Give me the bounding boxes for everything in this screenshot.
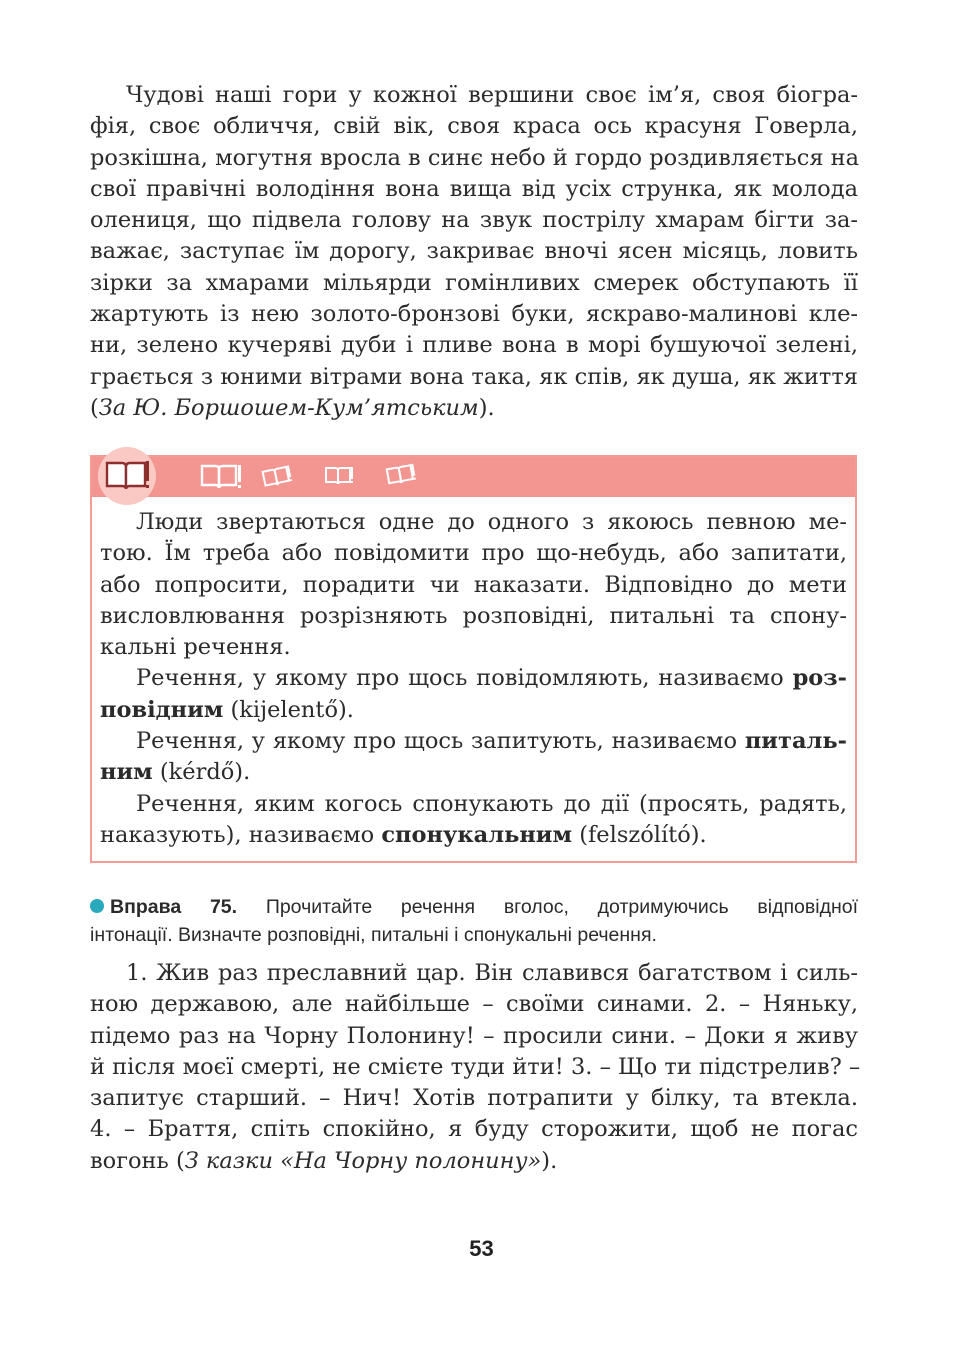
exercise-text-line: 4. – Браття, спіть спокійно, я буду сторожити, щоб не погас	[90, 1116, 858, 1143]
rule-text-span: наказують), називаємо	[100, 821, 382, 848]
exercise-text-line: підемо раз на Чорну Полонину! – просили сини. – Доки я живу	[90, 1022, 858, 1049]
term-declarative: роз-	[792, 665, 847, 692]
book-exclamation-icon	[200, 462, 242, 496]
exercise-text-span: вогонь (	[90, 1147, 185, 1174]
rule-text-span: (felszólító).	[572, 821, 707, 848]
rule-box	[90, 455, 857, 863]
exercise-label: Вправа 75.	[110, 896, 238, 918]
rule-line: Люди звертаються одне до одного з якоюсь певною ме-	[136, 509, 847, 535]
passage-line: олениця, що підвела голову на звук пострілу хмарам бігти за-	[90, 207, 858, 234]
passage-line: зірки за хмарами мільярди гомінливих смерек обступають її	[90, 269, 858, 296]
passage-line: жартують із нею золото-бронзові буки, яскраво-малинові кле-	[90, 301, 858, 328]
bullet-dot-icon	[90, 899, 104, 913]
paren-open: (	[90, 394, 99, 421]
exercise-line	[90, 893, 858, 921]
rule-line	[100, 663, 847, 694]
term-imperative: спонукальним	[381, 821, 573, 848]
page-number: 53	[469, 1236, 494, 1261]
reading-passage	[90, 80, 858, 424]
book-exclamation-icon	[386, 463, 416, 491]
passage-source-line	[90, 393, 858, 424]
rule-header	[92, 457, 855, 497]
exercise-heading	[90, 893, 858, 949]
term-interrogative-end: ним	[100, 759, 153, 786]
rule-text-span: Речення, у якому про щось повідомляють, називаємо	[136, 665, 793, 692]
term-interrogative: питаль-	[744, 728, 847, 755]
rule-text-span: (kérdő).	[152, 759, 251, 786]
passage-line: ни, зелено кучеряві дуби і пливе вона в морі бушуючої зелені,	[90, 332, 858, 359]
rule-line	[100, 820, 847, 851]
paren-close: ).	[478, 394, 495, 421]
exercise-text-line: й після моєї смерті, не смієте туди йти! 3. – Що ти підстрелив? –	[90, 1053, 861, 1080]
rule-text-span: Речення, у якому про щось запитують, називаємо	[136, 728, 745, 755]
passage-line: свої правічні володіння вона вища від усіх струнка, як молода	[90, 175, 858, 202]
rule-line	[100, 757, 847, 788]
term-declarative-end: повідним	[100, 696, 224, 723]
rule-line: тою. Їм треба або повідомити про що-небудь, або запитати,	[100, 540, 847, 567]
rule-line: кальні речення.	[100, 634, 291, 661]
rule-line: або попросити, порадити чи наказати. Відповідно до мети	[100, 571, 847, 598]
exercise-text-line	[90, 1146, 858, 1177]
exercise-text-line: ною державою, але найбільше – своїми синами. 2. – Няньку,	[90, 991, 858, 1018]
rule-line	[100, 726, 847, 757]
book-exclamation-icon	[324, 464, 354, 492]
book-exclamation-icon	[262, 465, 292, 493]
passage-line: фія, своє обличчя, свій вік, своя краса ось красуня Говерла,	[90, 113, 858, 140]
rule-line	[100, 695, 847, 726]
passage-line: Чудові наші гори у кожної вершини своє ім’я, своя біогра-	[126, 82, 858, 108]
passage-line: розкішна, могутня вросла в синє небо й гордо роздивляється на	[90, 144, 860, 171]
rule-line: Речення, яким когось спонукають до дії (просять, радять,	[136, 790, 847, 817]
exercise-instruction: Прочитайте речення вголос, дотримуючись відповідної	[237, 896, 858, 918]
passage-line: важає, заступає їм дорогу, закриває вночі ясен місяць, ловить	[90, 238, 858, 265]
rule-line: висловлювання розрізняють розповідні, питальні та спону-	[100, 602, 847, 629]
exercise-text-span: ).	[541, 1147, 558, 1174]
exercise-line: інтонації. Визначте розповідні, питальні і спонукальні речення.	[90, 924, 657, 946]
rule-text	[100, 507, 847, 851]
rule-text-span: (kijelentő).	[223, 696, 354, 723]
passage-line: грається з юними вітрами вона така, як спів, як душа, як життя	[90, 363, 858, 390]
exercise-text	[90, 958, 861, 1177]
exercise-text-line: запитує старший. – Нич! Хотів потрапити у білку, та втекла.	[90, 1085, 858, 1112]
exercise-source: З казки «На Чорну полонину»	[184, 1147, 542, 1174]
exercise-text-line: 1. Жив раз преславний цар. Він славився багатством і силь-	[126, 960, 858, 986]
passage-source: За Ю. Боршошем-Кум’ятським	[98, 394, 479, 421]
book-exclamation-icon	[98, 447, 156, 505]
